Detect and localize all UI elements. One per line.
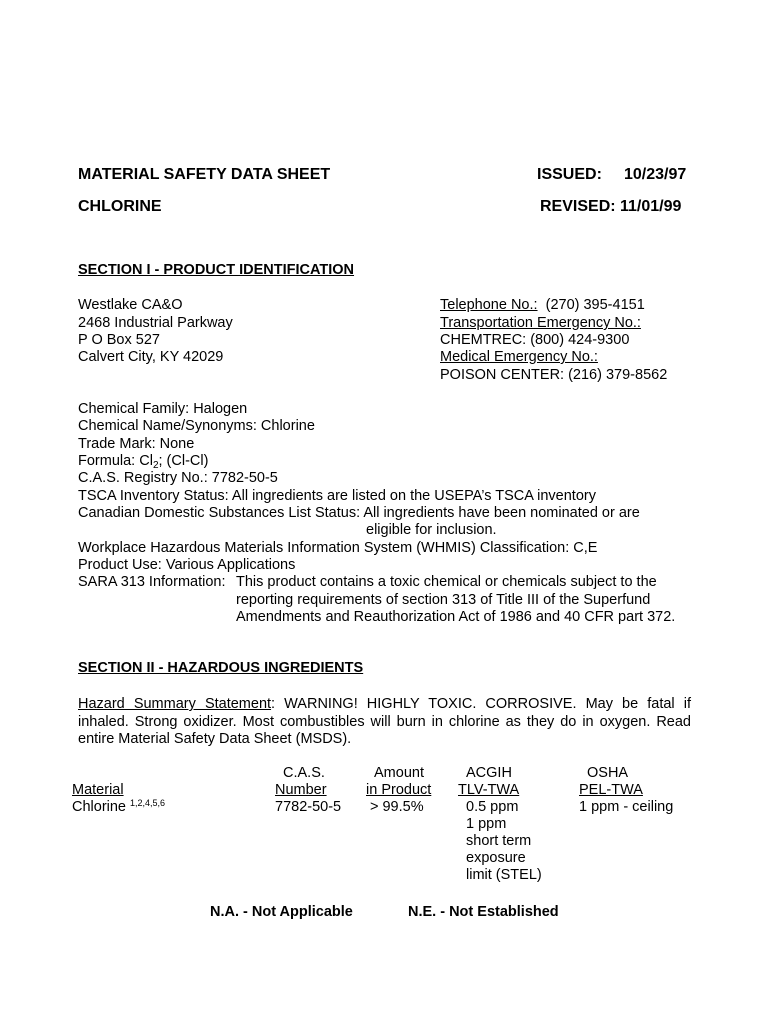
row-osha: 1 ppm - ceiling <box>579 799 674 815</box>
trade-mark: Trade Mark: None <box>78 436 195 452</box>
acgih-value: exposure <box>466 850 526 866</box>
hazard-summary <box>78 696 691 749</box>
hazard-summary-text: : WARNING! HIGHLY TOXIC. CORROSIVE. May be fatal if inhaled. Strong oxidizer. Most combustibles will burn in chlorine as they do in oxygen. Read entire Material Safety Data Sheet (MSDS). <box>78 696 691 747</box>
formula-line <box>78 453 208 470</box>
formula-suffix: ; (Cl-Cl) <box>158 453 209 469</box>
col-acgih-bottom: TLV-TWA <box>458 782 520 798</box>
col-osha-bottom: PEL-TWA <box>579 782 643 798</box>
company-pobox: P O Box 527 <box>78 332 160 348</box>
col-cas-top: C.A.S. <box>283 765 325 781</box>
row-cas: 7782-50-5 <box>275 799 342 815</box>
whmis-classification: Workplace Hazardous Materials Information System (WHMIS) Classification: C,E <box>78 540 598 556</box>
sara-label: SARA 313 Information: <box>78 574 226 590</box>
section-1-heading: SECTION I - PRODUCT IDENTIFICATION <box>78 262 355 278</box>
material-name: Chlorine <box>72 799 126 815</box>
material-refs: 1,2,4,5,6 <box>130 798 166 808</box>
product-use: Product Use: Various Applications <box>78 557 296 573</box>
canadian-status-cont: eligible for inclusion. <box>366 522 497 538</box>
formula-subscript: 2 <box>152 460 159 471</box>
col-cas-bottom: Number <box>275 782 327 798</box>
product-name: CHLORINE <box>78 198 162 215</box>
issued-label: ISSUED: <box>537 166 602 183</box>
canadian-status: Canadian Domestic Substances List Status: All ingredients have been nominated or are <box>78 505 640 521</box>
transport-emergency-label: Transportation Emergency No.: <box>440 315 641 331</box>
poison-center-number: POISON CENTER: (216) 379-8562 <box>440 367 668 383</box>
row-material <box>72 799 165 816</box>
ne-note: N.E. - Not Established <box>408 904 559 920</box>
telephone-number: (270) 395-4151 <box>545 297 645 313</box>
acgih-value: 0.5 ppm <box>466 799 519 815</box>
cas-registry: C.A.S. Registry No.: 7782-50-5 <box>78 470 278 486</box>
chemtrec-number: CHEMTREC: (800) 424-9300 <box>440 332 630 348</box>
hazard-summary-label: Hazard Summary Statement <box>78 696 272 712</box>
telephone-label: Telephone No.: <box>440 297 538 313</box>
telephone-line <box>440 297 645 314</box>
formula-prefix: Formula: Cl <box>78 453 153 469</box>
col-acgih-top: ACGIH <box>466 765 512 781</box>
row-acgih <box>466 799 542 884</box>
col-material-header: Material <box>72 782 124 798</box>
row-amount: > 99.5% <box>370 799 424 815</box>
na-note: N.A. - Not Applicable <box>210 904 353 920</box>
col-amount-bottom: in Product <box>366 782 432 798</box>
tsca-status: TSCA Inventory Status: All ingredients are listed on the USEPA’s TSCA inventory <box>78 488 596 504</box>
issued-date: 10/23/97 <box>624 166 687 183</box>
chemical-name: Chemical Name/Synonyms: Chlorine <box>78 418 315 434</box>
col-amount-top: Amount <box>374 765 424 781</box>
company-street: 2468 Industrial Parkway <box>78 315 233 331</box>
chemical-family: Chemical Family: Halogen <box>78 401 248 417</box>
sara-text-3: Amendments and Reauthorization Act of 1986 and 40 CFR part 372. <box>236 609 676 625</box>
section-2-heading: SECTION II - HAZARDOUS INGREDIENTS <box>78 660 364 676</box>
acgih-value: limit (STEL) <box>466 867 542 883</box>
medical-emergency-label: Medical Emergency No.: <box>440 349 598 365</box>
acgih-value: short term <box>466 833 532 849</box>
sara-text-1: This product contains a toxic chemical or chemicals subject to the <box>236 574 657 590</box>
company-city: Calvert City, KY 42029 <box>78 349 224 365</box>
sara-text-2: reporting requirements of section 313 of Title III of the Superfund <box>236 592 651 608</box>
col-osha-top: OSHA <box>587 765 629 781</box>
acgih-value: 1 ppm <box>466 816 507 832</box>
company-name: Westlake CA&O <box>78 297 183 313</box>
revised-date: REVISED: 11/01/99 <box>540 198 682 215</box>
document-title: MATERIAL SAFETY DATA SHEET <box>78 166 331 183</box>
